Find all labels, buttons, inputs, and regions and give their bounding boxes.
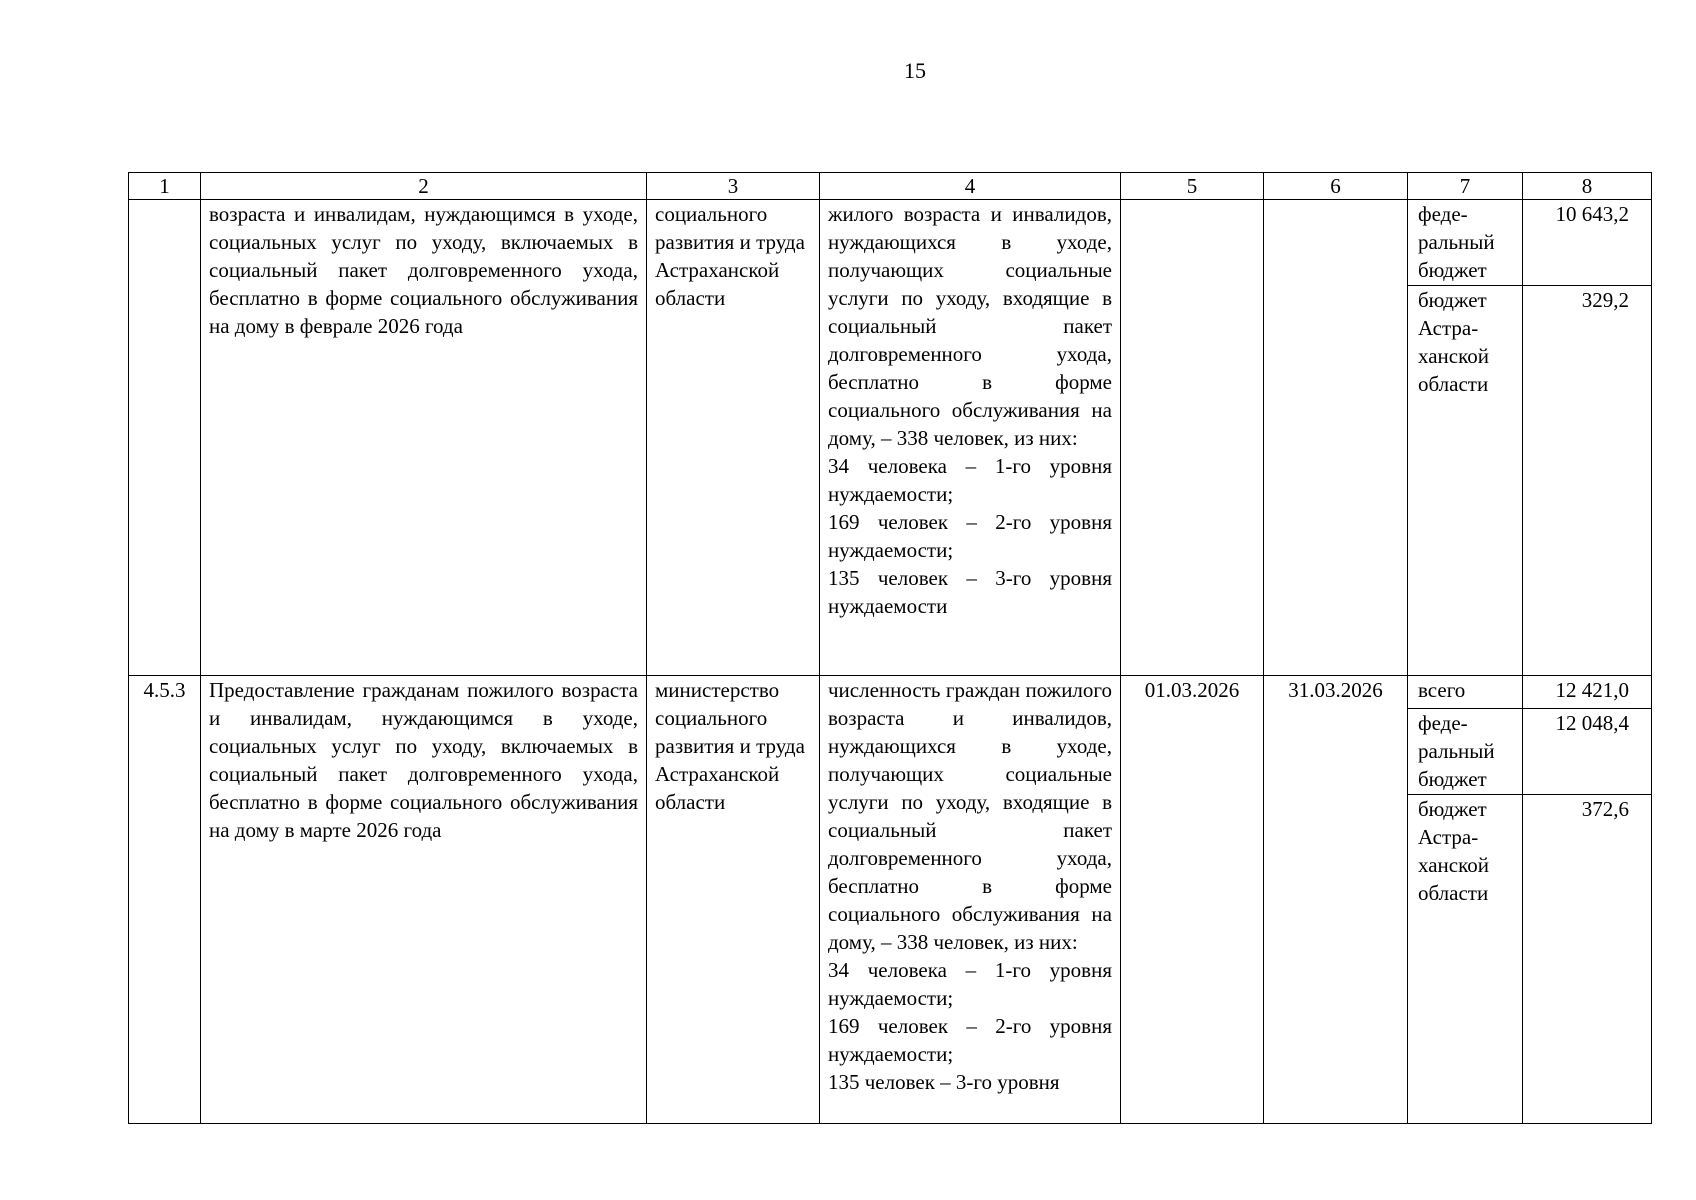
header-cell: 1 — [129, 173, 201, 200]
funding-amounts — [1523, 676, 1652, 1124]
item-number: 4.5.3 — [129, 676, 201, 1124]
header-cell: 5 — [1121, 173, 1264, 200]
funding-amount: 12 048,4 — [1523, 709, 1651, 795]
indicator-line: численность граждан пожилого возраста и инвалидов, нуждающихся в уходе, получающих социальные услуги по уходу, входящие в социальный пакет долговременного ухода, бесплатно в форме социального обслуживания на дому, – 338 человек, из них: — [828, 678, 1112, 954]
funding-sources — [1408, 200, 1523, 676]
indicator — [820, 676, 1121, 1124]
table-row — [129, 676, 1652, 1124]
header-cell: 2 — [201, 173, 647, 200]
measures-table — [128, 172, 1652, 1124]
indicator-line: 135 человек – 3-го уровня — [828, 1070, 1060, 1094]
start-date: 01.03.2026 — [1121, 676, 1264, 1124]
header-row — [129, 173, 1652, 200]
header-cell: 8 — [1523, 173, 1652, 200]
measure-name: Предоставление гражданам пожилого возраста и инвалидам, нуждающимся в уходе, социальных услуг по уходу, включаемых в социальный пакет долговременного ухода, бесплатно в форме социального обслуживания на дому в марте 2026 года — [201, 676, 647, 1124]
indicator — [820, 200, 1121, 676]
funding-source: бюджет Астра-ханской области — [1418, 797, 1489, 905]
funding-source: феде-ральный бюджет — [1408, 200, 1522, 286]
executor: социального развития и труда Астраханской области — [647, 200, 820, 676]
executor: министерство социального развития и труда Астраханской области — [647, 676, 820, 1124]
header-cell: 6 — [1264, 173, 1408, 200]
indicator-line: 169 человек – 2-го уровня нуждаемости; — [828, 1014, 1112, 1066]
funding-source: феде-ральный бюджет — [1408, 709, 1522, 795]
funding-amount: 329,2 — [1581, 288, 1629, 312]
funding-amount: 372,6 — [1581, 797, 1629, 821]
indicator-line: 135 человек – 3-го уровня нуждаемости — [828, 566, 1112, 618]
funding-amount: 12 421,0 — [1523, 676, 1651, 709]
header-cell: 7 — [1408, 173, 1523, 200]
indicator-line: жилого возраста и инвалидов, нуждающихся в уходе, получающих социальные услуги по уходу, входящие в социальный пакет долговременного ухода, бесплатно в форме социального обслуживания на дому, – 338 человек, из них: — [828, 202, 1112, 450]
header-cell: 4 — [820, 173, 1121, 200]
header-cell: 3 — [647, 173, 820, 200]
funding-amount: 10 643,2 — [1523, 200, 1651, 286]
start-date — [1121, 200, 1264, 676]
page-number: 15 — [904, 58, 926, 83]
measure-name: возраста и инвалидам, нуждающимся в уходе, социальных услуг по уходу, включаемых в социальный пакет долговременного ухода, бесплатно в форме социального обслуживания на дому в феврале 2026 года — [201, 200, 647, 676]
item-number — [129, 200, 201, 676]
end-date: 31.03.2026 — [1264, 676, 1408, 1124]
funding-source: бюджет Астра-ханской области — [1418, 288, 1489, 396]
funding-sources — [1408, 676, 1523, 1124]
funding-amounts — [1523, 200, 1652, 676]
indicator-line: 169 человек – 2-го уровня нуждаемости; — [828, 510, 1112, 562]
end-date — [1264, 200, 1408, 676]
table-row — [129, 200, 1652, 676]
indicator-line: 34 человека – 1-го уровня нуждаемости; — [828, 454, 1112, 506]
indicator-line: 34 человека – 1-го уровня нуждаемости; — [828, 958, 1112, 1010]
funding-source: всего — [1408, 676, 1522, 709]
